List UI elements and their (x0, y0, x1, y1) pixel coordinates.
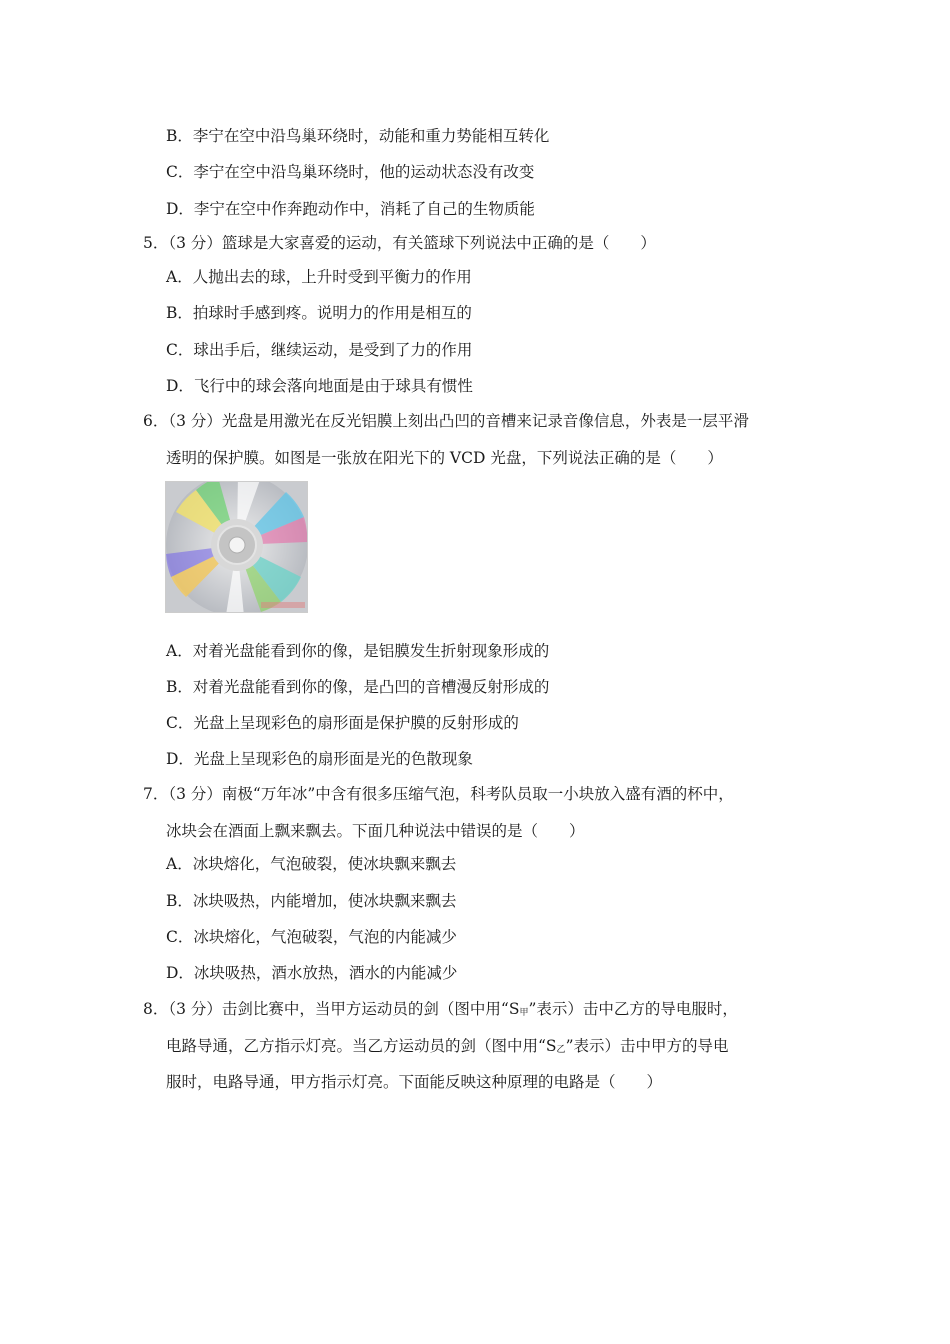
q8-text-2: ”表示）击中乙方的导电服时， (528, 1000, 738, 1018)
q8-sub-jia: 甲 (519, 1008, 529, 1018)
question-8-stem-cont2: 服时，电路导通，甲方指示灯亮。下面能反映这种原理的电路是（ ） (166, 1073, 663, 1091)
q4-option-c: C．李宁在空中沿鸟巢环绕时，他的运动状态没有改变 (166, 163, 535, 181)
q4-option-b: B．李宁在空中沿鸟巢环绕时，动能和重力势能相互转化 (166, 127, 550, 145)
q8-text-4: ”表示）击中甲方的导电 (565, 1037, 729, 1055)
question-7-stem: 7．（3 分）南极“万年冰”中含有很多压缩气泡，科考队员取一小块放入盛有酒的杯中， (143, 785, 734, 803)
question-8-stem (143, 999, 738, 1023)
question-8-stem-cont (166, 1036, 729, 1060)
q5-option-b: B．拍球时手感到疼。说明力的作用是相互的 (166, 304, 472, 322)
q6-option-c: C．光盘上呈现彩色的扇形面是保护膜的反射形成的 (166, 714, 519, 732)
cd-disc-icon (166, 482, 307, 612)
q7-option-a: A．冰块熔化，气泡破裂，使冰块飘来飘去 (166, 855, 457, 873)
q5-option-c: C．球出手后，继续运动，是受到了力的作用 (166, 341, 473, 359)
q6-option-b: B．对着光盘能看到你的像，是凸凹的音槽漫反射形成的 (166, 678, 550, 696)
q7-option-d: D．冰块吸热，酒水放热，酒水的内能减少 (166, 964, 458, 982)
q8-text-1: 8．（3 分）击剑比赛中，当甲方运动员的剑（图中用“S (143, 1000, 520, 1018)
q6-option-a: A．对着光盘能看到你的像，是铝膜发生折射现象形成的 (166, 642, 550, 660)
vcd-disc-image (165, 481, 308, 613)
q4-option-d: D．李宁在空中作奔跑动作中，消耗了自己的生物质能 (166, 200, 535, 218)
question-6-stem: 6．（3 分）光盘是用激光在反光铝膜上刻出凸凹的音槽来记录音像信息，外表是一层平滑 (143, 412, 749, 430)
question-7-stem-cont: 冰块会在酒面上飘来飘去。下面几种说法中错误的是（ ） (166, 822, 585, 840)
q7-option-b: B．冰块吸热，内能增加，使冰块飘来飘去 (166, 892, 457, 910)
q8-sub-yi: 乙 (556, 1045, 566, 1055)
q7-option-c: C．冰块熔化，气泡破裂，气泡的内能减少 (166, 928, 457, 946)
q6-option-d: D．光盘上呈现彩色的扇形面是光的色散现象 (166, 750, 473, 768)
q5-option-d: D．飞行中的球会落向地面是由于球具有惯性 (166, 377, 473, 395)
q5-option-a: A．人抛出去的球，上升时受到平衡力的作用 (166, 268, 472, 286)
q8-text-3: 电路导通，乙方指示灯亮。当乙方运动员的剑（图中用“S (166, 1037, 557, 1055)
question-5-stem: 5．（3 分）篮球是大家喜爱的运动，有关篮球下列说法中正确的是（ ） (143, 234, 656, 252)
question-6-stem-cont: 透明的保护膜。如图是一张放在阳光下的 VCD 光盘，下列说法正确的是（ ） (166, 449, 723, 467)
